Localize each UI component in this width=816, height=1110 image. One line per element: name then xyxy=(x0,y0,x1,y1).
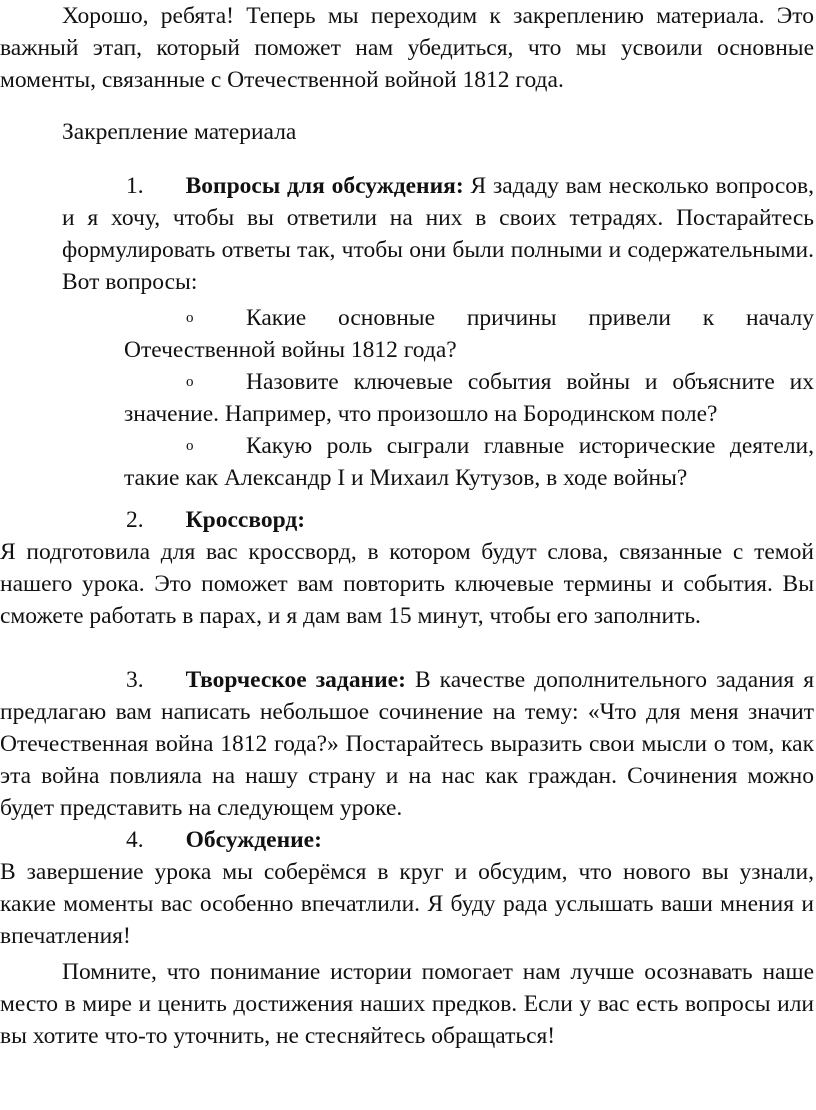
closing-paragraph: Помните, что понимание истории помогает нам лучше осознавать наше место в мире и ценить достижения наших предков. Если у вас есть вопросы или вы хотите что-то уточнить, не стесняйтесь обращаться! xyxy=(0,959,814,1049)
item-3 xyxy=(0,664,814,824)
item-1 xyxy=(62,170,814,298)
question-1-marker: o xyxy=(186,310,194,326)
item-2-label: Кроссворд: xyxy=(185,507,306,533)
section-title: Закрепление материала xyxy=(62,119,297,145)
item-4-label: Обсуждение: xyxy=(185,827,322,853)
question-1-text: Какие основные причины привели к началу Отечественной войны 1812 года? xyxy=(124,305,814,363)
item-1-text: Я зададу вам несколько вопросов, и я хочу, чтобы вы ответили на них в своих тетрадях. Постарайтесь формулировать ответы так, чтобы они были полными и содержательными. Вот вопросы: xyxy=(62,173,815,295)
item-4-text: В завершение урока мы соберёмся в круг и обсудим, что нового вы узнали, какие моменты вас особенно впечатлили. Я буду рада услышать ваши мнения и впечатления! xyxy=(0,859,814,949)
question-3-marker: o xyxy=(186,438,194,454)
item-3-number: 3. xyxy=(126,667,144,693)
item-4-heading xyxy=(126,824,322,856)
question-2 xyxy=(124,366,814,430)
question-1 xyxy=(124,302,814,366)
item-1-label: Вопросы для обсуждения: xyxy=(185,173,464,199)
item-2-number: 2. xyxy=(126,507,144,533)
question-3 xyxy=(124,430,814,494)
item-2-text: Я подготовила для вас кроссворд, в котором будут слова, связанные с темой нашего урока. Это поможет вам повторить ключевые термины и события. Вы сможете работать в парах, и я дам вам 15 минут, чтобы его заполнить. xyxy=(0,539,814,629)
item-4-number: 4. xyxy=(126,827,144,853)
intro-paragraph: Хорошо, ребята! Теперь мы переходим к закреплению материала. Это важный этап, который поможет нам убедиться, что мы усвоили основные моменты, связанные с Отечественной войной 1812 года. xyxy=(0,3,814,93)
question-2-text: Назовите ключевые события войны и объясните их значение. Например, что произошло на Бородинском поле? xyxy=(124,369,814,427)
question-2-marker: o xyxy=(186,374,194,390)
item-3-label: Творческое задание: xyxy=(185,667,406,693)
question-3-text: Какую роль сыграли главные исторические деятели, такие как Александр I и Михаил Кутузов, в ходе войны? xyxy=(124,433,814,491)
item-2-heading xyxy=(126,504,305,536)
item-3-text: В качестве дополнительного задания я предлагаю вам написать небольшое сочинение на тему: «Что для меня значит Отечественная война 1812 года?» Постарайтесь выразить свои мысли о том, как эта война повлияла на нашу страну и на нас как граждан. Сочинения можно будет представить на следующем уроке. xyxy=(0,667,815,821)
item-1-number: 1. xyxy=(126,173,144,199)
